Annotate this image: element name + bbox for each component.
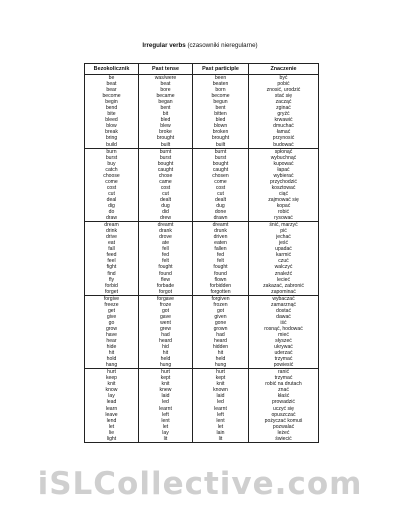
past-tense-value: found — [159, 270, 172, 277]
past-tense-value: bore — [160, 87, 171, 94]
past-participle-value: bitten — [214, 111, 227, 118]
past-tense-value: hit — [162, 350, 169, 357]
cell-meaning — [249, 295, 319, 369]
infinitive-value: cost — [106, 184, 117, 191]
cell-infinitive — [85, 222, 139, 296]
meaning-value: dostać — [275, 307, 291, 314]
past-tense-value: got — [161, 307, 170, 314]
infinitive-value: let — [108, 423, 115, 430]
infinitive-value: cut — [108, 190, 115, 197]
infinitive-value: light — [106, 435, 117, 442]
past-participle-value: held — [215, 356, 226, 363]
cell-meaning — [249, 148, 319, 222]
past-participle-value: let — [217, 423, 224, 430]
past-participle-value: drunk — [214, 228, 227, 235]
meaning-value: jeść — [278, 240, 289, 247]
meaning-value: słyszeć — [275, 338, 292, 345]
past-participle-value: beaten — [212, 81, 229, 88]
table-row-group — [85, 295, 319, 369]
infinitive-value: bend — [105, 105, 118, 112]
meaning-value: łapać — [277, 166, 290, 173]
infinitive-value: bite — [107, 111, 116, 118]
past-tense-value: fought — [158, 264, 173, 271]
past-participle-value: hurt — [216, 369, 225, 376]
cell-infinitive — [85, 295, 139, 369]
past-participle-value: got — [216, 307, 225, 314]
past-tense-value: laid — [161, 393, 170, 400]
meaning-value: trzymać — [274, 375, 293, 382]
infinitive-value: freeze — [104, 301, 119, 308]
meaning-value: stać się — [274, 93, 293, 100]
past-tense-value: drew — [159, 215, 172, 222]
infinitive-value: eat — [107, 240, 116, 247]
meaning-value: śnić, marzyć — [269, 222, 298, 229]
cell-past-tense — [139, 369, 193, 443]
past-participle-value: burnt — [214, 148, 227, 155]
infinitive-value: knit — [107, 381, 116, 388]
meaning-value: zginać — [276, 105, 291, 112]
past-tense-value: bought — [157, 160, 174, 167]
meaning-value: dawać — [276, 313, 291, 320]
infinitive-value: become — [102, 93, 121, 100]
meaning-value: upadać — [275, 246, 292, 253]
past-tense-value: lay — [162, 429, 169, 436]
infinitive-value: drink — [105, 228, 118, 235]
infinitive-value: bear — [106, 87, 117, 94]
infinitive-value: give — [106, 313, 117, 320]
meaning-value: dmuchać — [273, 123, 294, 130]
past-tense-value: flew — [160, 276, 171, 283]
past-participle-value: chosen — [212, 172, 229, 179]
infinitive-value: come — [105, 178, 118, 185]
header-infinitive: Bezokolicznik — [85, 64, 139, 75]
past-tense-value: let — [162, 423, 169, 430]
past-tense-value: dug — [161, 202, 170, 209]
past-tense-value: forbade — [156, 282, 175, 289]
cell-past-participle — [193, 222, 249, 296]
past-tense-value: lit — [163, 435, 168, 442]
cell-infinitive — [85, 369, 139, 443]
past-participle-value: found — [214, 270, 227, 277]
past-participle-value: known — [213, 387, 228, 394]
infinitive-value: dig — [108, 202, 115, 209]
past-tense-value: was/were — [154, 75, 177, 81]
past-participle-value: felt — [217, 258, 224, 265]
infinitive-value: bring — [105, 135, 118, 142]
infinitive-value: forget — [104, 288, 119, 295]
past-tense-value: felt — [162, 258, 169, 265]
past-tense-value: went — [160, 319, 171, 326]
meaning-value: zakazać, zabronić — [263, 282, 304, 289]
past-tense-value: forgot — [158, 288, 173, 295]
past-tense-value: held — [160, 356, 171, 363]
past-participle-value: become — [211, 93, 230, 100]
infinitive-value: choose — [103, 172, 120, 179]
past-tense-value: hid — [162, 344, 169, 351]
infinitive-value: find — [107, 270, 116, 277]
infinitive-value: forgive — [103, 295, 120, 302]
past-tense-value: came — [159, 178, 172, 185]
meaning-value: krwawić — [274, 117, 293, 124]
cell-meaning — [249, 222, 319, 296]
infinitive-value: forbid — [105, 282, 118, 289]
meaning-value: jechać — [276, 234, 291, 241]
meaning-value: świecić — [275, 435, 292, 442]
infinitive-value: be — [108, 75, 115, 81]
meaning-value: ciąć — [278, 190, 289, 197]
table-row-group — [85, 222, 319, 296]
past-participle-value: given — [214, 313, 227, 320]
infinitive-value: break — [105, 129, 118, 136]
infinitive-value: hurt — [107, 369, 116, 376]
table-header-row — [85, 64, 319, 75]
past-tense-value: cost — [160, 184, 171, 191]
past-participle-value: fallen — [214, 246, 227, 253]
infinitive-value: build — [106, 141, 117, 148]
past-tense-value: beat — [160, 81, 171, 88]
past-tense-value: led — [162, 399, 169, 406]
infinitive-value: hide — [106, 344, 117, 351]
meaning-value: kłaść — [277, 393, 290, 400]
past-tense-value: ate — [161, 240, 170, 247]
meaning-value: robić na drutach — [265, 381, 302, 388]
meaning-value: wybuchnąć — [270, 154, 297, 161]
past-participle-value: done — [214, 209, 227, 216]
past-tense-value: chose — [158, 172, 173, 179]
table-row-group — [85, 148, 319, 222]
meaning-value: opuszczać — [271, 411, 296, 418]
past-tense-value: fed — [161, 252, 170, 259]
past-tense-value: burst — [159, 154, 172, 161]
past-participle-value: left — [217, 411, 224, 418]
past-tense-value: became — [156, 93, 175, 100]
past-tense-value: bled — [160, 117, 171, 124]
infinitive-value: leave — [105, 411, 118, 418]
meaning-value: powiesić — [273, 362, 294, 369]
meaning-value: walczyć — [274, 264, 293, 271]
past-tense-value: brought — [156, 135, 175, 142]
cell-past-participle — [193, 148, 249, 222]
meaning-value: trzymać — [274, 356, 293, 363]
past-participle-value: bent — [215, 105, 226, 112]
infinitive-value: begin — [105, 99, 118, 106]
cell-past-participle — [193, 75, 249, 149]
title-subtitle: (czasowniki nieregularne) — [187, 42, 258, 49]
past-participle-value: cost — [215, 184, 226, 191]
past-tense-value: gave — [159, 313, 172, 320]
past-participle-value: dreamt — [212, 222, 229, 229]
past-participle-value: come — [214, 178, 227, 185]
infinitive-value: keep — [105, 375, 118, 382]
past-participle-value: led — [217, 399, 224, 406]
meaning-value: gryźć — [277, 111, 290, 118]
past-tense-value: learnt — [159, 405, 172, 412]
irregular-verbs-table — [84, 63, 319, 443]
infinitive-value: have — [105, 331, 118, 338]
cell-past-tense — [139, 295, 193, 369]
past-tense-value: began — [158, 99, 173, 106]
past-tense-value: burnt — [159, 148, 172, 155]
past-tense-value: dreamt — [157, 222, 174, 229]
cell-past-tense — [139, 75, 193, 149]
past-participle-value: driven — [213, 234, 228, 241]
past-participle-value: kept — [215, 375, 226, 382]
infinitive-value: get — [107, 307, 116, 314]
meaning-value: przychodzić — [270, 178, 297, 185]
past-tense-value: built — [160, 141, 171, 148]
meaning-value: kopać — [276, 202, 291, 209]
past-participle-value: dealt — [214, 196, 227, 203]
past-tense-value: froze — [159, 301, 172, 308]
past-participle-value: flown — [214, 276, 227, 283]
past-tense-value: had — [161, 331, 170, 338]
infinitive-value: hit — [108, 350, 115, 357]
meaning-value: leżeć — [277, 429, 290, 436]
past-tense-value: did — [162, 209, 169, 216]
past-participle-value: fought — [213, 264, 228, 271]
title-main: Irregular verbs — [142, 42, 186, 49]
meaning-value: pożyczać komuś — [264, 417, 303, 424]
past-tense-value: caught — [157, 166, 174, 173]
past-participle-value: lain — [216, 429, 225, 436]
past-participle-value: bought — [212, 160, 229, 167]
meaning-value: łamać — [276, 129, 291, 136]
past-participle-value: forbidden — [209, 282, 232, 289]
infinitive-value: lie — [108, 429, 115, 436]
past-participle-value: caught — [212, 166, 229, 173]
past-tense-value: kept — [160, 375, 171, 382]
meaning-value: ranić — [277, 369, 290, 376]
table-row-group — [85, 75, 319, 149]
meaning-value: zamarznąć — [271, 301, 296, 308]
meaning-value: rysować — [274, 215, 293, 222]
infinitive-value: grow — [105, 325, 118, 332]
past-participle-value: dug — [216, 202, 225, 209]
infinitive-value: catch — [105, 166, 118, 173]
infinitive-value: lend — [106, 417, 117, 424]
meaning-value: pozwalać — [272, 423, 295, 430]
past-participle-value: blown — [213, 123, 228, 130]
past-participle-value: bled — [215, 117, 226, 124]
meaning-value: iść — [280, 319, 287, 326]
past-participle-value: begun — [213, 99, 228, 106]
cell-past-participle — [193, 369, 249, 443]
past-participle-value: learnt — [214, 405, 227, 412]
meaning-value: budować — [273, 141, 294, 148]
cell-meaning — [249, 75, 319, 149]
past-participle-value: been — [214, 75, 227, 81]
meaning-value: pić — [280, 228, 287, 235]
past-participle-value: heard — [213, 338, 228, 345]
meaning-value: kosztować — [271, 184, 296, 191]
meaning-value: mieć — [278, 331, 289, 338]
past-participle-value: lit — [218, 435, 223, 442]
past-tense-value: heard — [158, 338, 173, 345]
meaning-value: karmić — [276, 252, 291, 259]
cell-infinitive — [85, 148, 139, 222]
page-title — [0, 42, 400, 50]
past-participle-value: knit — [216, 381, 225, 388]
infinitive-value: drive — [105, 234, 118, 241]
meaning-value: ukrywać — [274, 344, 293, 351]
infinitive-value: bleed — [105, 117, 118, 124]
past-participle-value: forgiven — [211, 295, 230, 302]
past-participle-value: gone — [214, 319, 227, 326]
meaning-value: wybaczać — [272, 295, 295, 302]
infinitive-value: burn — [106, 148, 117, 155]
meaning-value: robić — [277, 209, 290, 216]
infinitive-value: fall — [108, 246, 115, 253]
past-participle-value: drawn — [213, 215, 228, 222]
infinitive-value: hold — [106, 356, 117, 363]
past-tense-value: cut — [162, 190, 169, 197]
meaning-value: prowadzić — [272, 399, 295, 406]
infinitive-value: dream — [104, 222, 119, 229]
past-participle-value: hung — [214, 362, 227, 369]
header-meaning: Znaczenie — [249, 64, 319, 75]
header-past-tense: Past tense — [139, 64, 193, 75]
table-row-group — [85, 369, 319, 443]
past-participle-value: brought — [211, 135, 230, 142]
infinitive-value: blow — [106, 123, 117, 130]
past-tense-value: dealt — [159, 196, 172, 203]
past-tense-value: blew — [160, 123, 171, 130]
meaning-value: rosnąć, hodować — [264, 325, 303, 332]
past-participle-value: cut — [217, 190, 224, 197]
cell-past-participle — [193, 295, 249, 369]
table-body — [85, 75, 319, 443]
meaning-value: znaleźć — [274, 270, 293, 277]
meaning-value: być — [279, 75, 288, 81]
past-participle-value: had — [216, 331, 225, 338]
past-participle-value: broken — [212, 129, 229, 136]
meaning-value: lecieć — [276, 276, 291, 283]
cell-meaning — [249, 369, 319, 443]
infinitive-value: burst — [105, 154, 118, 161]
infinitive-value: go — [108, 319, 115, 326]
meaning-value: zajmować się — [268, 196, 299, 203]
meaning-value: zacząć — [275, 99, 292, 106]
past-participle-value: hit — [217, 350, 224, 357]
past-tense-value: hurt — [161, 369, 170, 376]
meaning-value: spłonąć — [274, 148, 293, 155]
cell-past-tense — [139, 148, 193, 222]
site-watermark: iSLCollective.com — [37, 466, 363, 502]
infinitive-value: feed — [106, 252, 117, 259]
past-participle-value: grown — [213, 325, 228, 332]
past-tense-value: knit — [161, 381, 170, 388]
infinitive-value: lay — [108, 393, 115, 400]
infinitive-value: buy — [107, 160, 116, 167]
meaning-value: uderzać — [274, 350, 293, 357]
infinitive-value: fly — [108, 276, 115, 283]
past-tense-value: broke — [159, 129, 172, 136]
meaning-value: zapominać — [271, 288, 296, 295]
past-tense-value: knew — [159, 387, 172, 394]
infinitive-value: fight — [106, 264, 117, 271]
meaning-value: wybierać — [273, 172, 294, 179]
infinitive-value: lead — [106, 399, 117, 406]
cell-past-tense — [139, 222, 193, 296]
meaning-value: znać — [278, 387, 289, 394]
past-participle-value: eaten — [214, 240, 227, 247]
past-tense-value: drove — [159, 234, 172, 241]
infinitive-value: draw — [105, 215, 118, 222]
infinitive-value: know — [105, 387, 118, 394]
meaning-value: kupować — [273, 160, 294, 167]
past-tense-value: forgave — [157, 295, 174, 302]
infinitive-value: do — [108, 209, 115, 216]
meaning-value: uczyć się — [273, 405, 294, 412]
meaning-value: czuć — [278, 258, 289, 265]
past-participle-value: burst — [214, 154, 227, 161]
past-participle-value: frozen — [213, 301, 228, 308]
past-tense-value: bent — [160, 105, 171, 112]
cell-infinitive — [85, 75, 139, 149]
infinitive-value: beat — [106, 81, 117, 88]
past-tense-value: hung — [159, 362, 172, 369]
past-tense-value: left — [162, 411, 169, 418]
past-tense-value: lent — [161, 417, 170, 424]
past-participle-value: built — [215, 141, 226, 148]
past-tense-value: fell — [162, 246, 169, 253]
infinitive-value: deal — [106, 196, 117, 203]
infinitive-value: feel — [107, 258, 116, 265]
meaning-value: pobić — [277, 81, 290, 88]
infinitive-value: hang — [105, 362, 118, 369]
past-tense-value: bit — [162, 111, 169, 118]
past-tense-value: drank — [159, 228, 172, 235]
past-participle-value: born — [215, 87, 226, 94]
past-participle-value: fed — [216, 252, 225, 259]
past-participle-value: laid — [216, 393, 225, 400]
infinitive-value: learn — [105, 405, 118, 412]
meaning-value: znosić, urodzić — [266, 87, 301, 94]
past-tense-value: grew — [159, 325, 172, 332]
past-participle-value: lent — [216, 417, 225, 424]
header-past-participle: Past participle — [193, 64, 249, 75]
meaning-value: przynosić — [272, 135, 295, 142]
infinitive-value: hear — [106, 338, 117, 345]
past-participle-value: hidden — [212, 344, 229, 351]
past-participle-value: forgotten — [210, 288, 231, 295]
